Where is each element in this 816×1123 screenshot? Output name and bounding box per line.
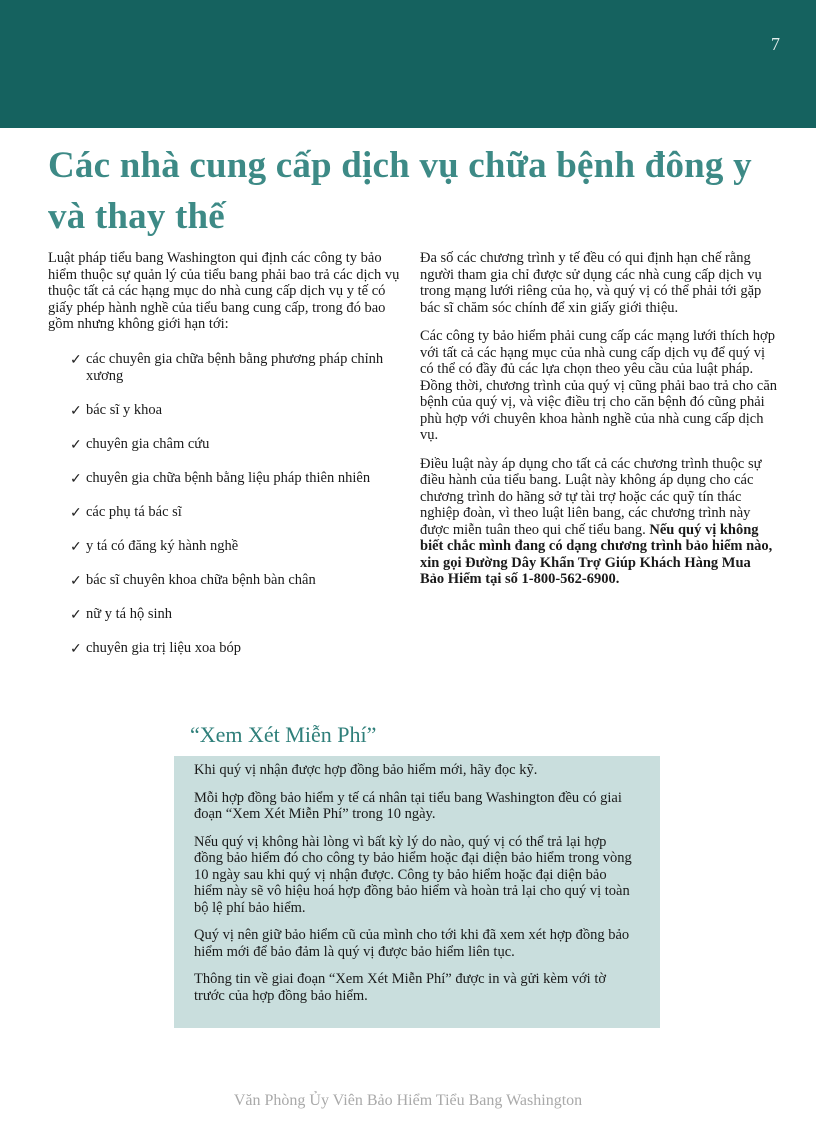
list-item <box>70 606 406 623</box>
page-title: Các nhà cung cấp dịch vụ chữa bệnh đông y và thay thế <box>48 145 752 237</box>
list-item <box>70 402 406 419</box>
list-item <box>70 470 406 487</box>
right-column <box>420 250 778 600</box>
applicability-paragraph <box>420 456 778 588</box>
checkmark-icon: ✓ <box>70 352 82 368</box>
list-item-text: chuyên gia chữa bệnh bằng liệu pháp thiên nhiên <box>86 469 371 486</box>
free-look-title: “Xem Xét Miễn Phí” <box>190 722 377 747</box>
free-look-paragraph: Mỗi hợp đồng bảo hiểm y tế cá nhân tại tiểu bang Washington đều có giai đoạn “Xem Xét Miễn Phí” trong 10 ngày. <box>194 789 622 822</box>
header-band <box>0 0 816 128</box>
checkmark-icon: ✓ <box>70 505 82 521</box>
free-look-paragraph: Thông tin về giai đoạn “Xem Xét Miễn Phí” được in và gửi kèm với tờ trước của hợp đồng bảo hiểm. <box>194 971 607 1004</box>
list-item-text: chuyên gia châm cứu <box>86 435 210 452</box>
list-item-text: nữ y tá hộ sinh <box>86 605 172 622</box>
checkmark-icon: ✓ <box>70 641 82 657</box>
checkmark-icon: ✓ <box>70 573 82 589</box>
network-paragraph: Đa số các chương trình y tế đều có qui định hạn chế rằng người tham gia chỉ được sử dụng các nhà cung cấp dịch vụ trong mạng lưới riêng của họ, và quý vị có thể phải tới gặp bác sĩ chăm sóc chính để xin giấy giới thiệu. <box>420 250 762 316</box>
requirements-paragraph: Các công ty bảo hiểm phải cung cấp các mạng lưới thích hợp với tất cả các hạng mục của nhà cung cấp dịch vụ để quý vị có thể có đầy đủ các lựa chọn theo yêu cầu của luật pháp. Đồng thời, chương trình của quý vị cũng phải bao trả cho căn bệnh của quý vị, và việc điều trị cho căn bệnh đó cũng phải phù hợp với chuyên khoa hành nghề của nhà cung cấp dịch vụ. <box>420 328 778 443</box>
checkmark-icon: ✓ <box>70 403 82 419</box>
checkmark-icon: ✓ <box>70 539 82 555</box>
list-item <box>70 351 406 385</box>
free-look-box <box>174 756 660 1028</box>
intro-paragraph: Luật pháp tiểu bang Washington qui định các công ty bảo hiểm thuộc sự quản lý của tiểu bang phải bao trả các dịch vụ thuộc tất cả các hạng mục do nhà cung cấp dịch vụ y tế có giấy phép hành nghề của tiểu bang cung cấp, trong đó bao gồm nhưng không giới hạn tới: <box>48 250 400 332</box>
list-item <box>70 538 406 555</box>
list-item <box>70 572 406 589</box>
footer-text: Văn Phòng Ủy Viên Bảo Hiểm Tiểu Bang Washington <box>233 1092 583 1109</box>
free-look-paragraph: Khi quý vị nhận được hợp đồng bảo hiểm mới, hãy đọc kỹ. <box>194 762 538 778</box>
list-item <box>70 504 406 521</box>
free-look-paragraph: Quý vị nên giữ bảo hiểm cũ của mình cho tới khi đã xem xét hợp đồng bảo hiểm mới để bảo đảm là quý vị được bảo hiểm liên tục. <box>194 927 630 960</box>
checkmark-icon: ✓ <box>70 437 82 453</box>
left-column <box>48 250 406 674</box>
list-item <box>70 640 406 657</box>
checkmark-icon: ✓ <box>70 471 82 487</box>
applicability-text: Điều luật này áp dụng cho tất cả các chương trình thuộc sự điều hành của tiểu bang. Luật này không áp dụng cho các chương trình do hãng sở tự tài trợ hoặc các quỹ tín thác nghiệp đoàn, vì theo luật liên bang, các chương trình này được miễn tuân theo qui chế tiểu bang. <box>420 455 762 538</box>
hotline-notice: Nếu quý vị không biết chắc mình đang có dạng chương trình bảo hiểm nào, xin gọi Đường Dây Khẩn Trợ Giúp Khách Hàng Mua Bảo Hiểm tại số 1-800-562-6900. <box>420 521 773 587</box>
list-item-text: các phụ tá bác sĩ <box>86 503 182 520</box>
list-item-text: các chuyên gia chữa bệnh bằng phương pháp chỉnh xương <box>86 350 384 384</box>
list-item-text: bác sĩ chuyên khoa chữa bệnh bàn chân <box>86 571 316 588</box>
list-item-text: chuyên gia trị liệu xoa bóp <box>86 639 242 656</box>
list-item-text: y tá có đăng ký hành nghề <box>86 537 239 554</box>
free-look-paragraph: Nếu quý vị không hài lòng vì bất kỳ lý do nào, quý vị có thể trả lại hợp đồng bảo hiểm đó cho công ty bảo hiểm hoặc đại diện bảo hiểm trong vòng 10 ngày sau khi quý vị nhận được. Công ty bảo hiểm hoặc đại diện bảo hiểm này sẽ vô hiệu hoá hợp đồng bảo hiểm và hoàn trả lại cho quý vị toàn bộ lệ phí bảo hiểm. <box>194 833 632 916</box>
provider-list <box>48 351 406 657</box>
checkmark-icon: ✓ <box>70 607 82 623</box>
list-item-text: bác sĩ y khoa <box>86 401 163 418</box>
list-item <box>70 436 406 453</box>
page-number: 7 <box>771 34 780 54</box>
